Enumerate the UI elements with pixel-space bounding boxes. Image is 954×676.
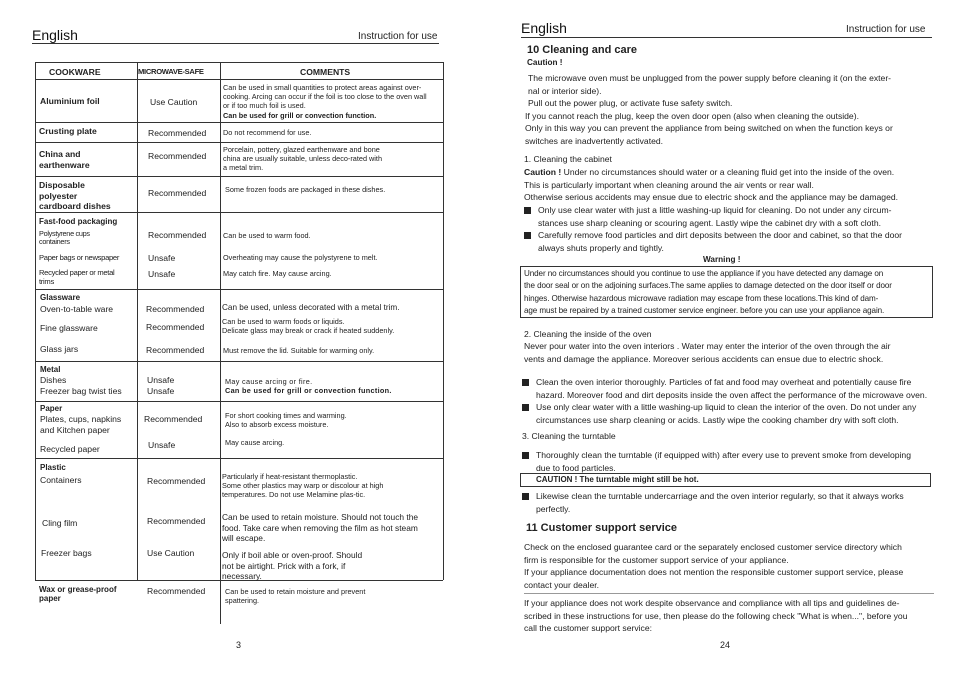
bullet-square-icon <box>522 379 529 386</box>
cookware-glass-jars: Glass jars <box>40 344 79 354</box>
safety-recycled-paper: Unsafe <box>148 440 176 450</box>
safety-containers: Recommended <box>147 476 206 486</box>
comment-cling-film: Can be used to retain moisture. Should not touch the food. Take care when removing the film as hot steam will escape. <box>222 512 419 544</box>
comment-paper-bags: Overheating may cause the polystyrene to melt. <box>223 253 378 262</box>
customer-support-paragraph: Check on the enclosed guarantee card or the separately enclosed customer service directory which firm is responsible for the customer support service of your appliance. If your appliance documentation does not mention the responsible customer support service, please contact your dealer. <box>524 542 904 590</box>
warning-box: Under no circumstances should you continue to use the appliance if you have detected any damage on the door seal or on the adjoining surfaces.The same applies to damage detected on the door itself or door hinges. Otherwise hazardous microwave radiation may escape from these locations.This kind of dam- age must be repaired by a trained customer service engineer. before you can use your appliance again. <box>520 266 933 318</box>
column-header-comments: COMMENTS <box>300 67 351 77</box>
cleaning-inside-text: Never pour water into the oven interiors . Water may enter the interior of the oven through the air vents and damage the appliance. Moreover serious accidents can ensue due to electric shock. <box>524 341 891 364</box>
right-header-rule <box>521 37 932 38</box>
comment-containers: Particularly if heat-resistant thermoplastic. Some other plastics may warp or discolour at high temperatures. Do not use Melamine plas-tic. <box>222 472 384 500</box>
warning-title: Warning ! <box>703 255 741 264</box>
safety-aluminium-foil: Use Caution <box>150 97 198 107</box>
cookware-wax-paper: Wax or grease-proof paper <box>39 585 117 604</box>
right-page-number: 24 <box>720 640 731 650</box>
safety-cling-film: Recommended <box>147 516 206 526</box>
cookware-crusting-plate: Crusting plate <box>39 126 97 136</box>
cookware-aluminium-foil: Aluminium foil <box>40 96 100 106</box>
right-header-title: Instruction for use <box>846 24 926 35</box>
cookware-recycled-paper-metal: Recycled paper or metal trims <box>39 268 115 287</box>
left-language-label: English <box>32 27 78 43</box>
caution-label: Caution ! <box>527 58 563 67</box>
cleaning-inside-title: 2. Cleaning the inside of the oven <box>524 329 652 339</box>
bullet-square-icon <box>522 493 529 500</box>
safety-paper-plates: Recommended <box>144 414 203 424</box>
left-header-rule <box>32 43 439 44</box>
bullet-square-icon <box>524 232 531 239</box>
safety-freezer-bags: Use Caution <box>147 548 195 558</box>
turntable-caution-box: CAUTION ! The turntable might still be hot. <box>520 473 931 487</box>
comment-fine-glassware: Can be used to warm foods or liquids. Delicate glass may break or crack if heated suddenly. <box>222 317 395 336</box>
safety-metal: Unsafe Unsafe <box>147 375 175 396</box>
comment-metal: May cause arcing or fire. Can be used for grill or convection function. <box>225 377 392 396</box>
cleaning-inside-bullets: Clean the oven interior thoroughly. Particles of fat and food may overheat and potentially cause fire hazard. Moreover food and dirt deposits inside the oven affect the performance of the microwave oven. Use only clear water with a little washing-up liquid to clean the interior of the oven. Do not under any circumstances use sharp cleaning or acids. Lastly wipe the cooking chamber dry with soft cloth. <box>522 376 948 426</box>
comment-freezer-bags: Only if boil able or oven-proof. Should not be airtight. Prick with a fork, if necessary. <box>222 550 363 582</box>
safety-oven-to-table: Recommended <box>146 304 205 314</box>
cleaning-intro-paragraph: The microwave oven must be unplugged from the power supply before cleaning it (on the exter- nal or interior side). Pull out the power plug, or activate fuse safety switch. If you cannot reach the plug, keep the oven door open (also when cleaning the outside). Only in this way you can prevent the appliance from being switched on when the function keys or switches are inadvertently activated. <box>525 73 893 146</box>
column-header-microwave-safe: MICROWAVE-SAFE <box>138 67 204 76</box>
category-fast-food: Fast-food packaging <box>39 217 118 226</box>
cleaning-cabinet-title: 1. Cleaning the cabinet <box>524 154 612 164</box>
cookware-metal-items: Dishes Freezer bag twist ties <box>40 375 122 396</box>
comment-recycled-paper-metal: May catch fire. May cause arcing. <box>223 269 332 278</box>
cleaning-cabinet-text: Caution ! Under no circumstances should water or a cleaning fluid get into the inside of the oven. This is particularly important when cleaning around the air vents or rear wall. Otherwise serious accidents may ensue due to electric shock and the appliance may be damaged. <box>524 167 899 203</box>
comment-polyester: Some frozen foods are packaged in these dishes. <box>225 185 386 194</box>
turntable-bullet-1: Thoroughly clean the turntable (if equipped with) after every use to prevent smoke from developing due to food particles. <box>522 449 936 474</box>
safety-polyester: Recommended <box>148 188 207 198</box>
safety-polystyrene: Recommended <box>148 230 207 240</box>
right-language-label: English <box>521 20 567 36</box>
bullet-square-icon <box>524 207 531 214</box>
category-metal: Metal <box>40 365 61 374</box>
section-10-title: 10 Cleaning and care <box>527 44 638 56</box>
cookware-oven-to-table: Oven-to-table ware <box>40 304 114 314</box>
comment-glass-jars: Must remove the lid. Suitable for warming only. <box>223 346 375 355</box>
safety-fine-glassware: Recommended <box>146 322 205 332</box>
safety-glass-jars: Recommended <box>146 345 205 355</box>
cookware-polyester: Disposable polyester cardboard dishes <box>39 180 111 212</box>
cookware-freezer-bags: Freezer bags <box>41 548 92 558</box>
left-header-title: Instruction for use <box>358 31 438 42</box>
left-page-number: 3 <box>236 640 242 650</box>
comment-paper-plates: For short cooking times and warming. Also to absorb excess moisture. <box>225 411 347 430</box>
customer-support-check-paragraph: If your appliance does not work despite observance and compliance with all tips and guidelines de- scribed in these instructions for use, then please do the following check "What is when...", before you call the customer support service: <box>524 598 908 634</box>
category-paper: Paper <box>40 404 63 413</box>
cookware-polystyrene: Polystyrene cups containers <box>39 229 90 247</box>
section-11-title: 11 Customer support service <box>526 522 678 534</box>
cookware-containers: Containers <box>40 475 82 485</box>
category-glassware: Glassware <box>40 293 81 302</box>
column-header-cookware: COOKWARE <box>49 67 101 77</box>
safety-china: Recommended <box>148 151 207 161</box>
cookware-paper-items: Plates, cups, napkins and Kitchen paper <box>40 414 122 435</box>
safety-crusting-plate: Recommended <box>148 128 207 138</box>
section-divider <box>524 593 934 594</box>
comment-aluminium-foil: Can be used in small quantities to protect areas against over- cooking. Arcing can occur if the foil is too close to the oven wall or if too much foil is used. Can be used for grill or convection function. <box>223 83 427 120</box>
comment-crusting-plate: Do not recommend for use. <box>223 128 312 137</box>
cookware-fine-glassware: Fine glassware <box>40 323 98 333</box>
cookware-cling-film: Cling film <box>42 518 78 528</box>
cleaning-turntable-title: 3. Cleaning the turntable <box>522 431 616 441</box>
category-plastic: Plastic <box>40 463 66 472</box>
safety-wax-paper: Recommended <box>147 586 206 596</box>
bullet-square-icon <box>522 404 529 411</box>
bullet-square-icon <box>522 452 529 459</box>
comment-polystyrene: Can be used to warm food. <box>223 231 311 240</box>
comment-oven-to-table: Can be used, unless decorated with a metal trim. <box>222 303 400 312</box>
safety-paper-bags: Unsafe <box>148 253 176 263</box>
comment-recycled-paper: May cause arcing. <box>225 438 285 447</box>
comment-wax-paper: Can be used to retain moisture and prevent spattering. <box>225 587 366 606</box>
cleaning-cabinet-bullets: Only use clear water with just a little washing-up liquid for cleaning. Do not under any circum- stances use sharp cleaning or scouring agent. Lastly wipe the cabinet dry with a soft cloth. Carefully remove food particles and dirt deposits between the door and cabinet, so that the door always shuts properly and tightly. <box>524 204 936 254</box>
cookware-recycled-paper: Recycled paper <box>40 444 100 454</box>
cookware-paper-bags: Paper bags or newspaper <box>39 253 120 262</box>
cookware-china: China and earthenware <box>39 149 90 170</box>
comment-china: Porcelain, pottery, glazed earthenware and bone china are usually suitable, unless deco-rated with a metal trim. <box>223 145 382 173</box>
turntable-bullet-2: Likewise clean the turntable undercarriage and the oven interior regularly, so that it always works perfectly. <box>522 490 936 515</box>
safety-recycled-paper-metal: Unsafe <box>148 269 176 279</box>
